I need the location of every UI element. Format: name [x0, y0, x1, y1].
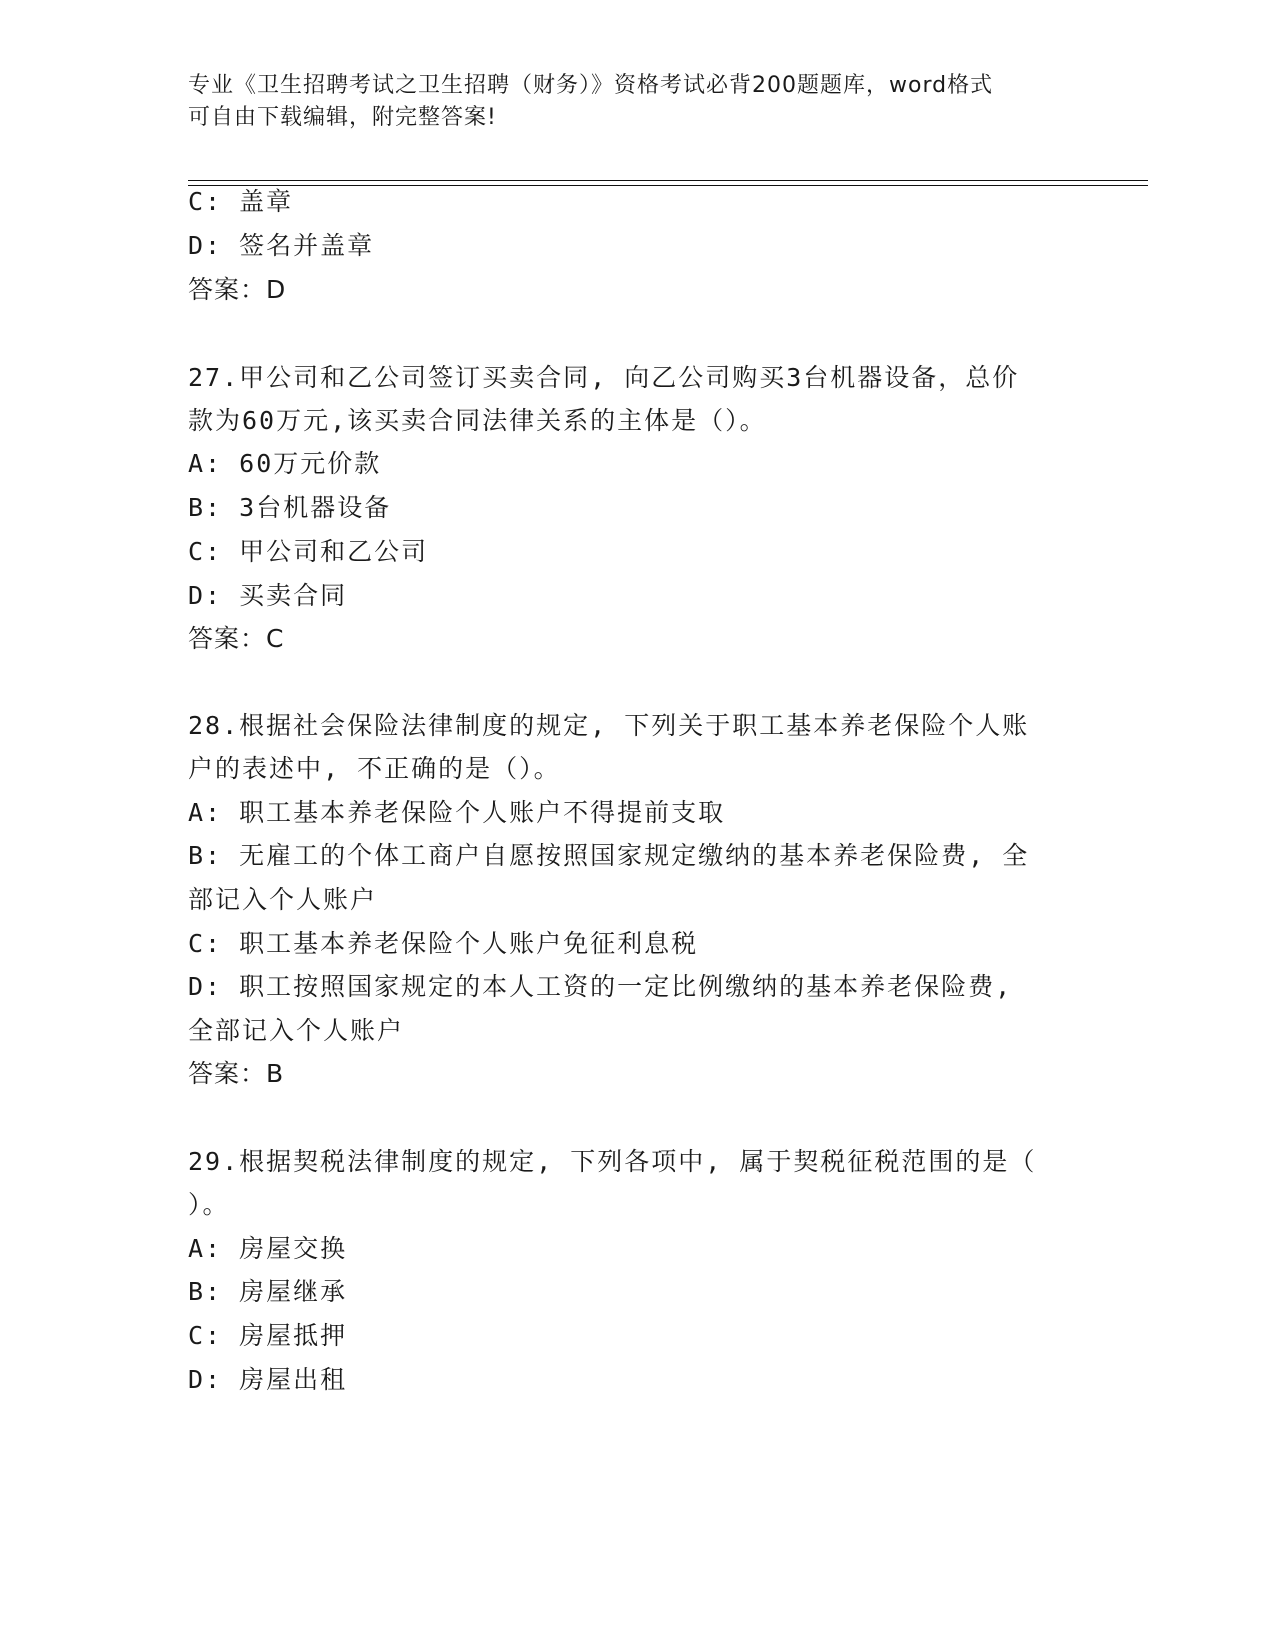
q27-option-d: D: 买卖合同: [188, 581, 348, 610]
q29-option-a: A: 房屋交换: [188, 1234, 348, 1263]
q28-stem-line-1: 28.根据社会保险法律制度的规定, 下列关于职工基本养老保险个人账: [188, 711, 1030, 740]
q28-option-d-line-2: 全部记入个人账户: [188, 1016, 405, 1045]
q27-option-a: A: 60万元价款: [188, 449, 382, 478]
header-rule-top: [188, 180, 1148, 181]
q27-answer: 答案：C: [188, 624, 285, 653]
q29-option-c: C: 房屋抵押: [188, 1321, 348, 1350]
q29-stem-line-2: ）。: [188, 1190, 230, 1219]
q28-option-b-line-2: 部记入个人账户: [188, 885, 378, 914]
document-header: [188, 70, 1068, 134]
q27-option-c: C: 甲公司和乙公司: [188, 537, 429, 566]
q29-option-d: D: 房屋出租: [188, 1365, 348, 1394]
prev-option-d: D: 签名并盖章: [188, 231, 375, 260]
q28-stem-line-2: 户的表述中, 不正确的是（）。: [188, 754, 561, 783]
header-title-line-1: 专业《卫生招聘考试之卫生招聘（财务）》资格考试必背200题题库，word格式: [188, 73, 994, 98]
q28-answer: 答案：B: [188, 1059, 285, 1088]
header-title-line-2: 可自由下载编辑，附完整答案!: [188, 105, 497, 130]
q28-option-b-line-1: B: 无雇工的个体工商户自愿按照国家规定缴纳的基本养老保险费, 全: [188, 841, 1030, 870]
prev-answer: 答案：D: [188, 275, 287, 304]
q29-stem-line-1: 29.根据契税法律制度的规定, 下列各项中, 属于契税征税范围的是（: [188, 1147, 1037, 1176]
q28-option-c: C: 职工基本养老保险个人账户免征利息税: [188, 929, 699, 958]
q27-option-b: B: 3台机器设备: [188, 493, 392, 522]
q28-option-d-line-1: D: 职工按照国家规定的本人工资的一定比例缴纳的基本养老保险费,: [188, 972, 1013, 1001]
prev-option-c: C: 盖章: [188, 187, 294, 216]
q28-option-a: A: 职工基本养老保险个人账户不得提前支取: [188, 798, 726, 827]
q27-stem-line-1: 27.甲公司和乙公司签订买卖合同, 向乙公司购买3台机器设备，总价: [188, 363, 1020, 392]
q27-stem-line-2: 款为60万元,该买卖合同法律关系的主体是（）。: [188, 406, 767, 435]
q29-option-b: B: 房屋继承: [188, 1277, 348, 1306]
